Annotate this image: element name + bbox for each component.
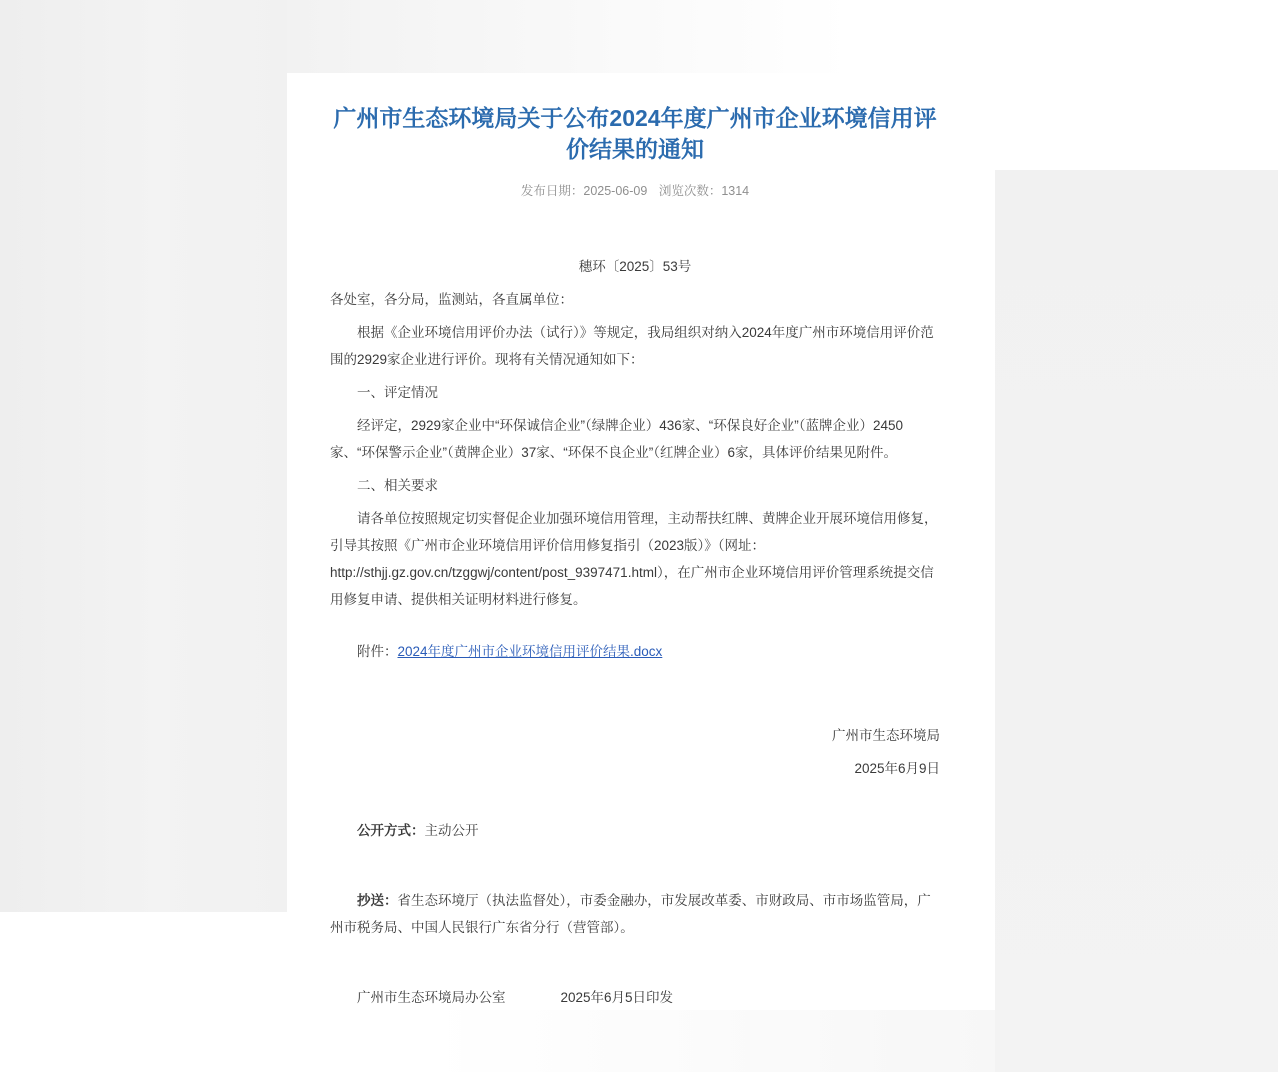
publish-date: 发布日期：2025-06-09 [520,184,648,198]
signature-date: 2025年6月9日 [854,761,940,776]
page-title: 广州市生态环境局关于公布2024年度广州市企业环境信用评价结果的通知 [333,105,937,162]
paragraph-evaluation-results: 经评定，2929家企业中“环保诚信企业”（绿牌企业）436家、“环保良好企业”（蓝牌企业）2450家、“环保警示企业”（黄牌企业）37家、“环保不良企业”（红牌企业）6家，具体评价结果见附件。 [330,418,904,460]
cc-line [330,887,940,941]
paragraph-intro: 根据《企业环境信用评价办法（试行）》等规定，我局组织对纳入2024年度广州市环境信用评价范围的2929家企业进行评价。现将有关情况通知如下： [330,325,934,367]
document-meta [330,182,940,200]
section-heading-2: 二、相关要求 [357,478,438,493]
publicity-label: 公开方式： [357,823,425,838]
background-right-panel [995,170,1278,1072]
footer-print-date: 2025年6月5日印发 [560,990,674,1005]
cc-value: 省生态环境厅（执法监督处），市委金融办，市发展改革委、市财政局、市市场监管局，广州市税务局、中国人民银行广东省分行（营管部）。 [330,893,931,935]
salutation: 各处室，各分局，监测站，各直属单位： [330,292,573,307]
footer-line [330,984,940,1011]
view-count: 浏览次数：1314 [658,184,750,198]
attachment-download-link[interactable]: 2024年度广州市企业环境信用评价结果.docx [397,644,663,659]
publicity-line [330,817,940,844]
attachment-line [330,638,940,665]
publicity-value: 主动公开 [424,823,479,838]
attachment-label: 附件： [357,644,398,659]
footer-office: 广州市生态环境局办公室 [357,990,506,1005]
cc-label: 抄送： [357,893,398,908]
background-left-panel [0,0,287,912]
background-top-band [287,0,850,73]
paragraph-requirements: 请各单位按照规定切实督促企业加强环境信用管理，主动帮扶红牌、黄牌企业开展环境信用修复，引导其按照《广州市企业环境信用评价信用修复指引（2023版）》（网址：http://sthjj.gz.gov.cn/tzggwj/content/post_9397471.html），在广州市企业环境信用评价管理系统提交信用修复申请、提供相关证明材料进行修复。 [330,511,938,607]
background-bottom-band [287,1010,995,1072]
signature-organization: 广州市生态环境局 [832,728,940,743]
document-card [287,73,995,1010]
section-heading-1: 一、评定情况 [357,385,438,400]
document-number: 穗环〔2025〕53号 [578,259,692,274]
